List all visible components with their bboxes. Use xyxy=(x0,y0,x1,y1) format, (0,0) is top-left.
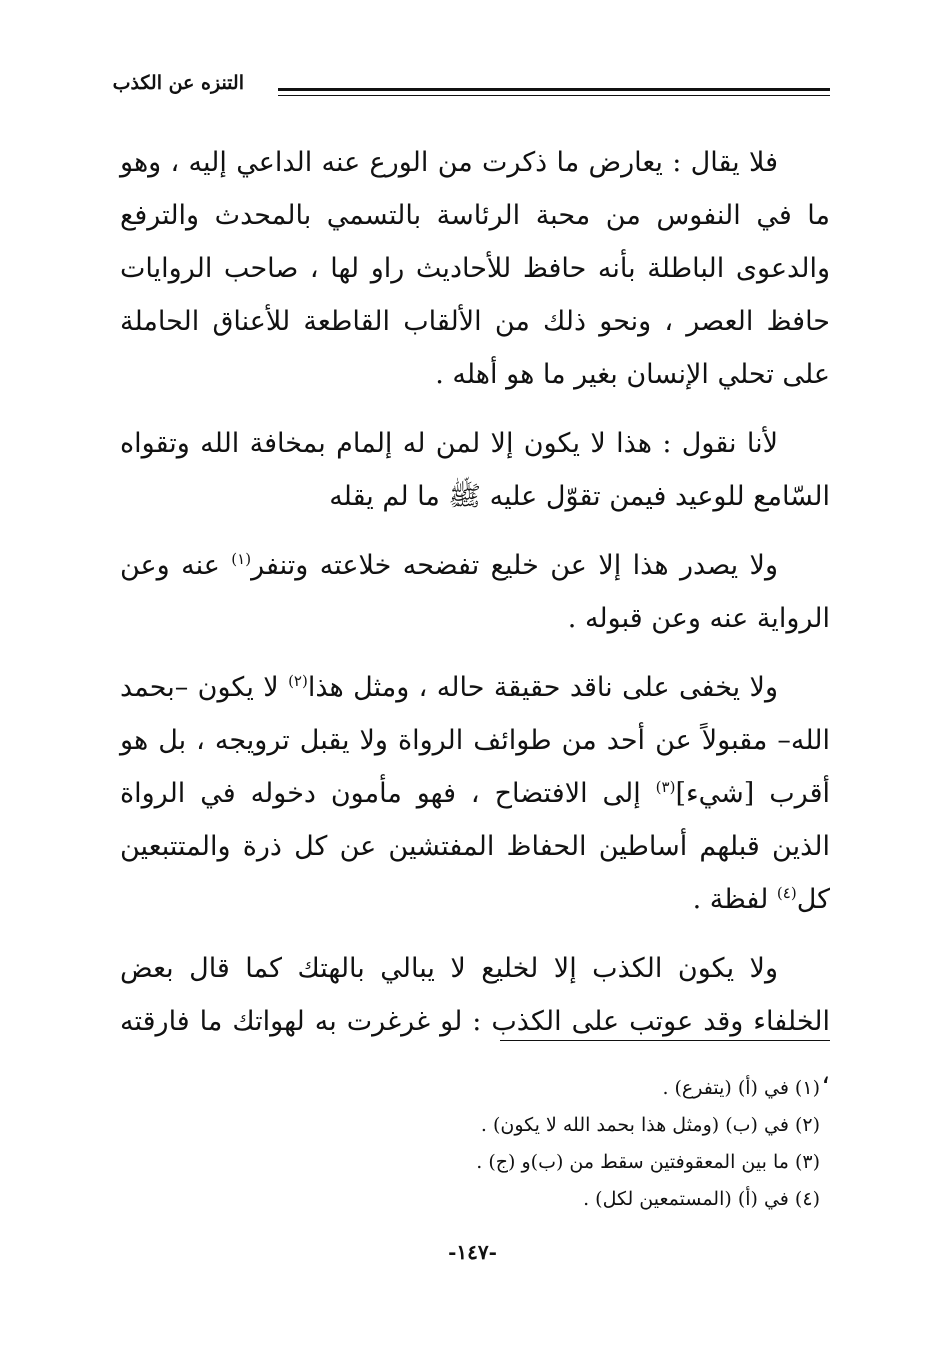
footnote-marker: (٤) xyxy=(776,884,797,902)
main-text xyxy=(120,136,830,1117)
footnote-4: (٤) في (أ) (المستمعين لكل) . xyxy=(583,1188,820,1210)
paragraph-text: لأنا نقول : هذا لا يكون إلا لمن له إلمام بمخافة الله وتقواه السّامع للوعيد فيمن تقوّل عليه ﷺ ما لم يقله xyxy=(120,428,830,512)
footnote-separator xyxy=(500,1040,830,1041)
footnote-1: (١) في (أ) (يتفرع) . xyxy=(662,1077,820,1099)
footnote-marker: (٢) xyxy=(288,672,308,690)
running-header xyxy=(112,68,830,108)
paragraph-3 xyxy=(120,539,830,645)
paragraph-text: لا يكون –بحمد الله– مقبولاً عن أحد من طوائف الرواة ولا يقبل ترويجه ، بل هو أقرب [شيء] xyxy=(120,672,830,809)
header-rule-thin xyxy=(278,95,830,96)
footnote-3: (٣) ما بين المعقوفتين سقط من (ب)و (ج) . xyxy=(476,1151,820,1173)
footnotes xyxy=(120,1070,820,1218)
page-number: -١٤٧- xyxy=(448,1240,497,1264)
paragraph-1 xyxy=(120,136,830,401)
header-rule xyxy=(278,88,830,91)
paragraph-2 xyxy=(120,417,830,523)
footnote-marker: (١) xyxy=(231,550,252,568)
paragraph-text: ولا يخفى على ناقد حقيقة حاله ، ومثل هذا xyxy=(307,672,778,703)
footnote-2: (٢) في (ب) (ومثل هذا بحمد الله لا يكون) . xyxy=(480,1114,820,1136)
paragraph-text: عنه وعن الرواية عنه وعن قبوله . xyxy=(120,550,830,634)
paragraph-text: فلا يقال : يعارض ما ذكرت من الورع عنه الداعي إليه ، وهو ما في النفوس من محبة الرئاسة بالتسمي بالمحدث والترفع والدعوى الباطلة بأنه حافظ للأحاديث راو لها ، صاحب الروايات حافظ العصر ، ونحو ذلك من الألقاب القاطعة للأعناق الحاملة على تحلي الإنسان بغير ما هو أهله . xyxy=(120,147,830,390)
paragraph-text: إلى الافتضاح ، فهو مأمون دخوله في الرواة الذين قبلهم أساطين الحفاظ المفتشين عن كل ذرة والمتتبعين كل xyxy=(120,778,830,915)
header-title: التنزه عن الكذب xyxy=(112,72,244,94)
paragraph-text: لفظة . xyxy=(692,884,777,915)
footnote-marker: (٣) xyxy=(655,778,676,796)
paragraph-4 xyxy=(120,661,830,926)
paragraph-text: ولا يكون الكذب إلا لخليع لا يبالي بالهتك كما قال بعض الخلفاء وقد عوتب على الكذب : لو غرغرت به لهواتك ما فارقته ، xyxy=(120,953,830,1090)
paragraph-text: ولا يصدر هذا إلا عن خليع تفضحه خلاعته وتنفر xyxy=(251,550,778,581)
